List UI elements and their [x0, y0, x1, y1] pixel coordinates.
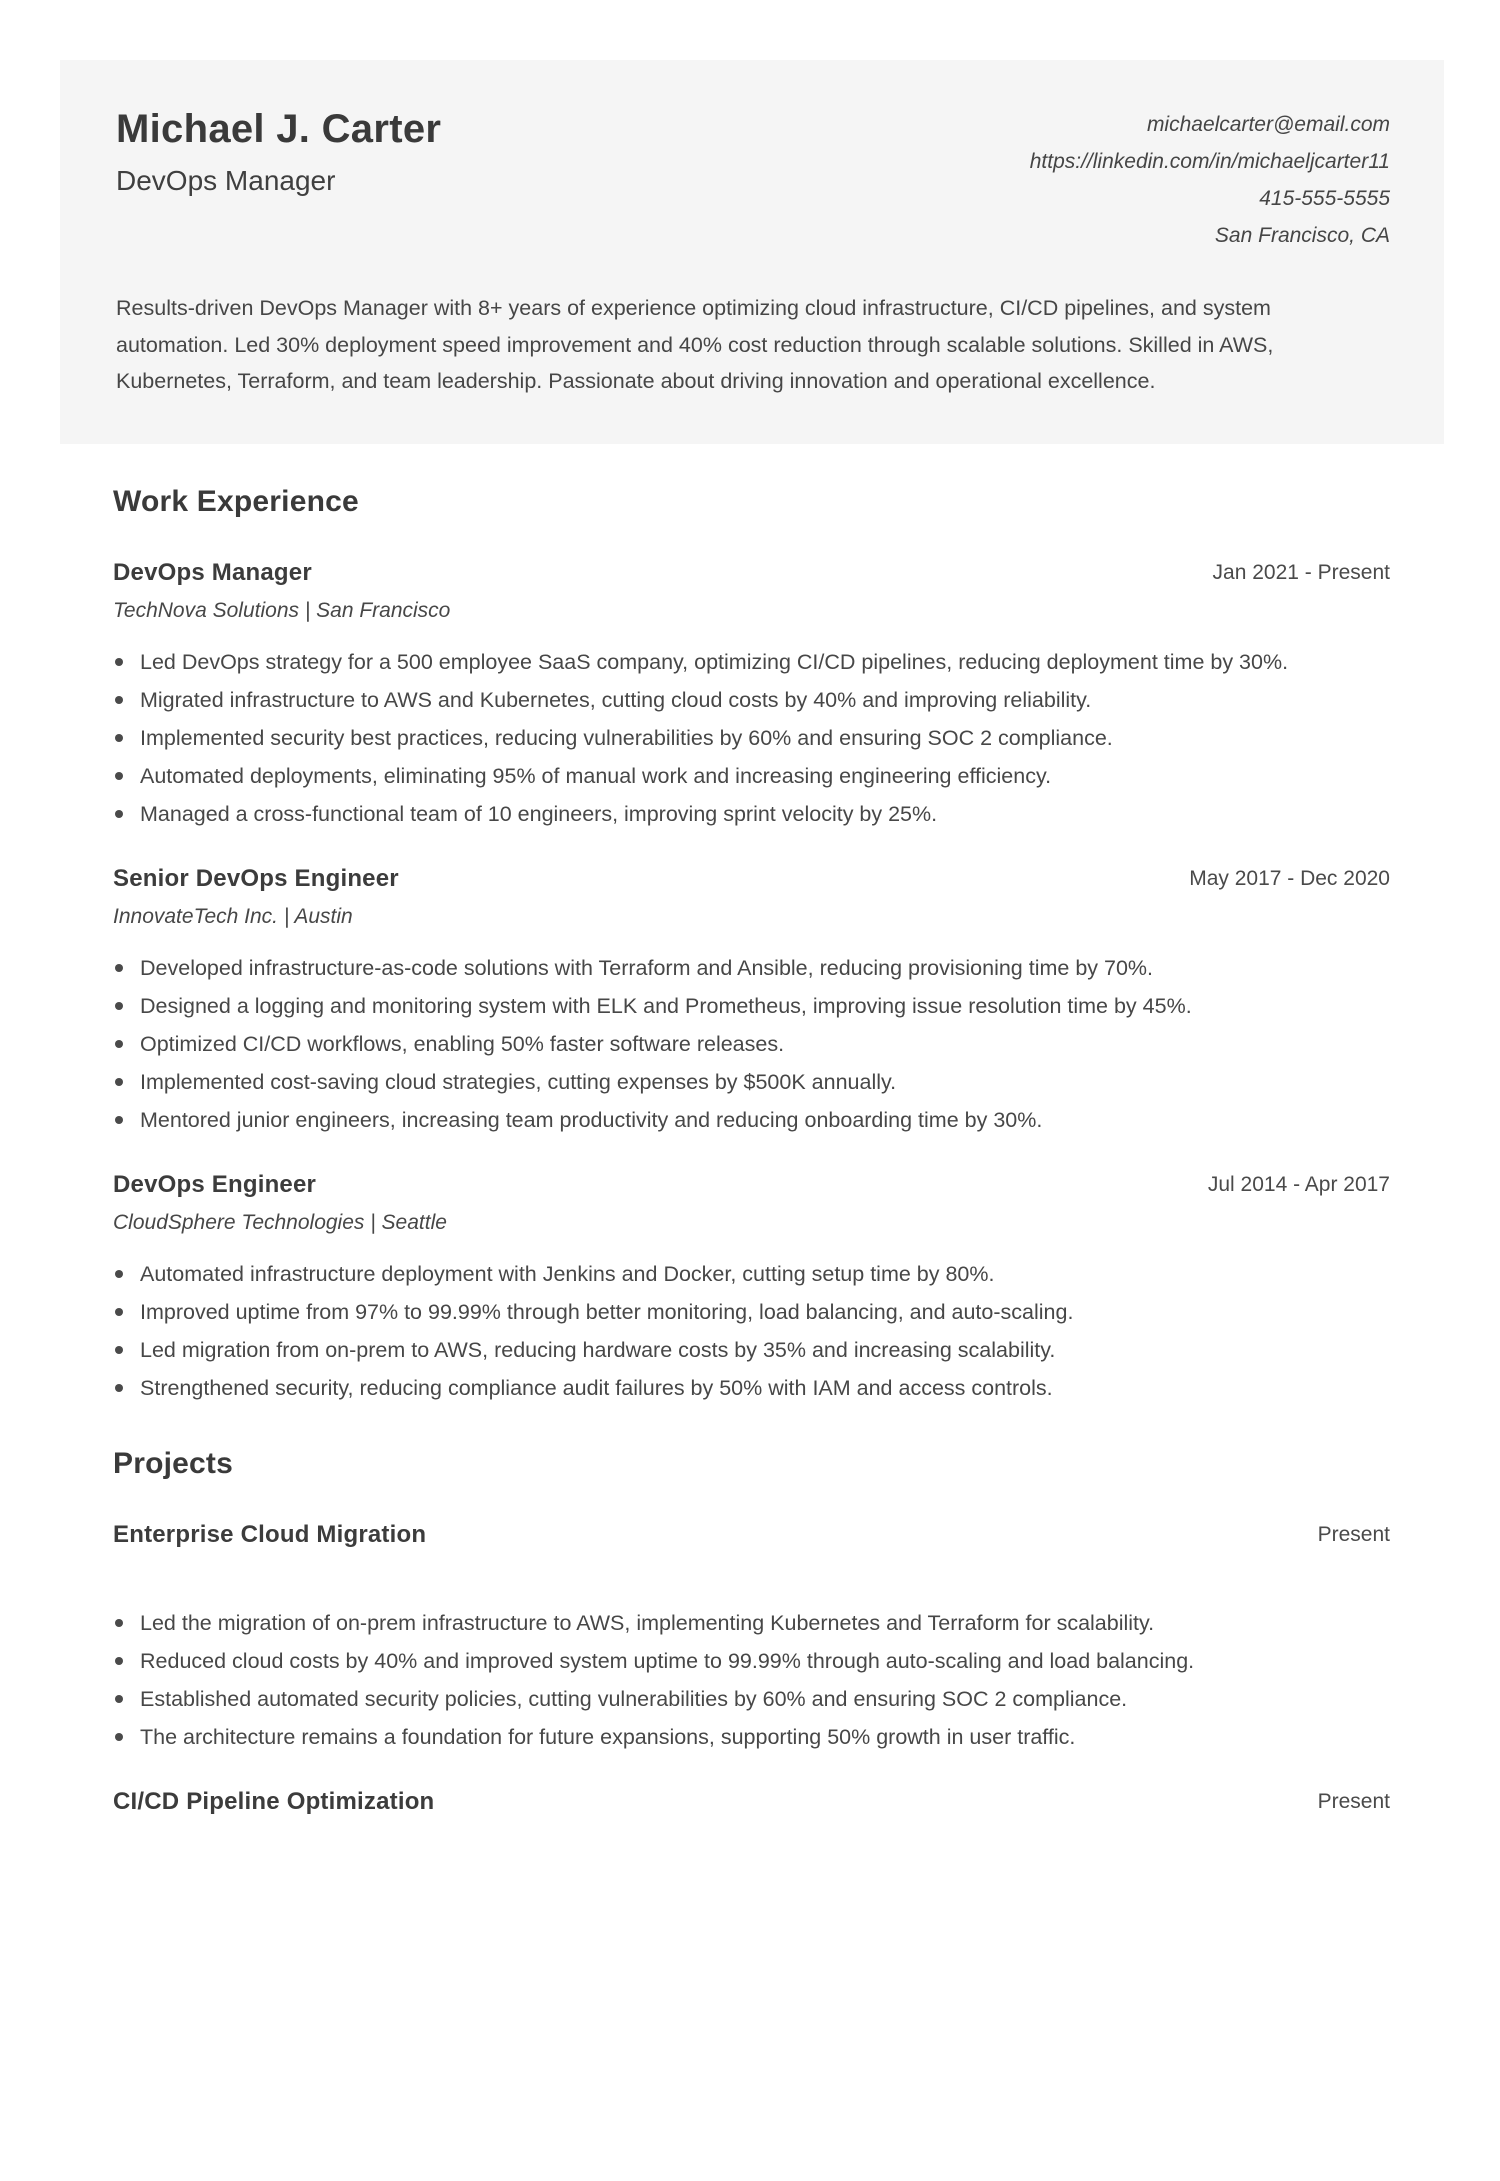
job-dates: May 2017 - Dec 2020 — [1189, 866, 1390, 890]
resume-header — [60, 60, 1444, 444]
job-company-location: TechNova Solutions | San Francisco — [113, 598, 451, 622]
job-header-row — [113, 1170, 1390, 1199]
job-title: Senior DevOps Engineer — [113, 864, 399, 892]
bullet-item: Improved uptime from 97% to 99.99% through better monitoring, load balancing, and auto-scaling. — [113, 1294, 1390, 1330]
job-title: DevOps Manager — [113, 558, 312, 586]
identity-block — [116, 106, 441, 200]
project-dates: Present — [1317, 1789, 1390, 1813]
bullet-item: Led the migration of on-prem infrastructure to AWS, implementing Kubernetes and Terraform for scalability. — [113, 1605, 1390, 1641]
project-entry-enterprise-cloud-migration — [113, 1520, 1390, 1755]
bullet-item: Managed a cross-functional team of 10 engineers, improving sprint velocity by 25%. — [113, 796, 1390, 832]
job-company-location: InnovateTech Inc. | Austin — [113, 904, 353, 928]
project-header-row — [113, 1787, 1390, 1816]
projects-heading: Projects — [113, 1446, 233, 1480]
candidate-name: Michael J. Carter — [116, 107, 442, 151]
bullet-item: Led DevOps strategy for a 500 employee SaaS company, optimizing CI/CD pipelines, reducing deployment time by 30%. — [113, 644, 1390, 680]
bullet-item: Automated infrastructure deployment with Jenkins and Docker, cutting setup time by 80%. — [113, 1256, 1390, 1292]
project-header-row — [113, 1520, 1390, 1549]
contact-info — [1030, 106, 1390, 254]
project-dates: Present — [1317, 1522, 1390, 1546]
job-dates: Jan 2021 - Present — [1212, 560, 1390, 584]
candidate-job-title: DevOps Manager — [116, 165, 336, 197]
job-title: DevOps Engineer — [113, 1170, 317, 1198]
bullet-item: Strengthened security, reducing compliance audit failures by 50% with IAM and access controls. — [113, 1370, 1390, 1406]
bullet-item: Reduced cloud costs by 40% and improved system uptime to 99.99% through auto-scaling and load balancing. — [113, 1643, 1390, 1679]
project-entry-cicd-pipeline-optimization — [113, 1787, 1390, 1816]
resume-page — [0, 60, 1500, 2181]
projects-section — [113, 1446, 1390, 1816]
bullet-item: Migrated infrastructure to AWS and Kubernetes, cutting cloud costs by 40% and improving reliability. — [113, 682, 1390, 718]
resume-body — [0, 484, 1500, 1816]
bullet-item: The architecture remains a foundation for future expansions, supporting 50% growth in user traffic. — [113, 1719, 1390, 1755]
job-bullet-list — [113, 644, 1390, 832]
bullet-item: Implemented cost-saving cloud strategies, cutting expenses by $500K annually. — [113, 1064, 1390, 1100]
project-bullet-list — [113, 1605, 1390, 1755]
job-bullet-list — [113, 950, 1390, 1138]
job-header-row — [113, 864, 1390, 893]
bullet-item: Automated deployments, eliminating 95% of manual work and increasing engineering efficiency. — [113, 758, 1390, 794]
bullet-item: Led migration from on-prem to AWS, reducing hardware costs by 35% and increasing scalability. — [113, 1332, 1390, 1368]
job-entry-devops-manager — [113, 558, 1390, 832]
job-entry-devops-engineer — [113, 1170, 1390, 1406]
work-experience-heading: Work Experience — [113, 484, 359, 518]
contact-linkedin-url: https://linkedin.com/in/michaeljcarter11 — [1029, 150, 1390, 173]
work-experience-section — [113, 484, 1390, 1406]
contact-email: michaelcarter@email.com — [1146, 113, 1390, 136]
job-bullet-list — [113, 1256, 1390, 1406]
job-entry-senior-devops-engineer — [113, 864, 1390, 1138]
bullet-item: Established automated security policies, cutting vulnerabilities by 60% and ensuring SOC 2 compliance. — [113, 1681, 1390, 1717]
project-title: Enterprise Cloud Migration — [113, 1520, 427, 1548]
job-company-location: CloudSphere Technologies | Seattle — [113, 1210, 447, 1234]
job-header-row — [113, 558, 1390, 587]
contact-phone: 415-555-5555 — [1259, 187, 1390, 210]
bullet-item: Implemented security best practices, reducing vulnerabilities by 60% and ensuring SOC 2 compliance. — [113, 720, 1390, 756]
bullet-item: Designed a logging and monitoring system with ELK and Prometheus, improving issue resolution time by 45%. — [113, 988, 1390, 1024]
job-dates: Jul 2014 - Apr 2017 — [1207, 1172, 1390, 1196]
contact-location: San Francisco, CA — [1214, 224, 1390, 247]
bullet-item: Developed infrastructure-as-code solutions with Terraform and Ansible, reducing provisioning time by 70%. — [113, 950, 1390, 986]
bullet-item: Optimized CI/CD workflows, enabling 50% faster software releases. — [113, 1026, 1390, 1062]
professional-summary: Results-driven DevOps Manager with 8+ years of experience optimizing cloud infrastructure, CI/CD pipelines, and system automation. Led 30% deployment speed improvement and 40% cost reduction through scalable solutions. Skilled in AWS, Kubernetes, Terraform, and team leadership. Passionate about driving innovation and operational excellence. — [116, 296, 1274, 393]
header-top-row — [116, 106, 1390, 254]
project-title: CI/CD Pipeline Optimization — [113, 1787, 435, 1815]
bullet-item: Mentored junior engineers, increasing team productivity and reducing onboarding time by 30%. — [113, 1102, 1390, 1138]
